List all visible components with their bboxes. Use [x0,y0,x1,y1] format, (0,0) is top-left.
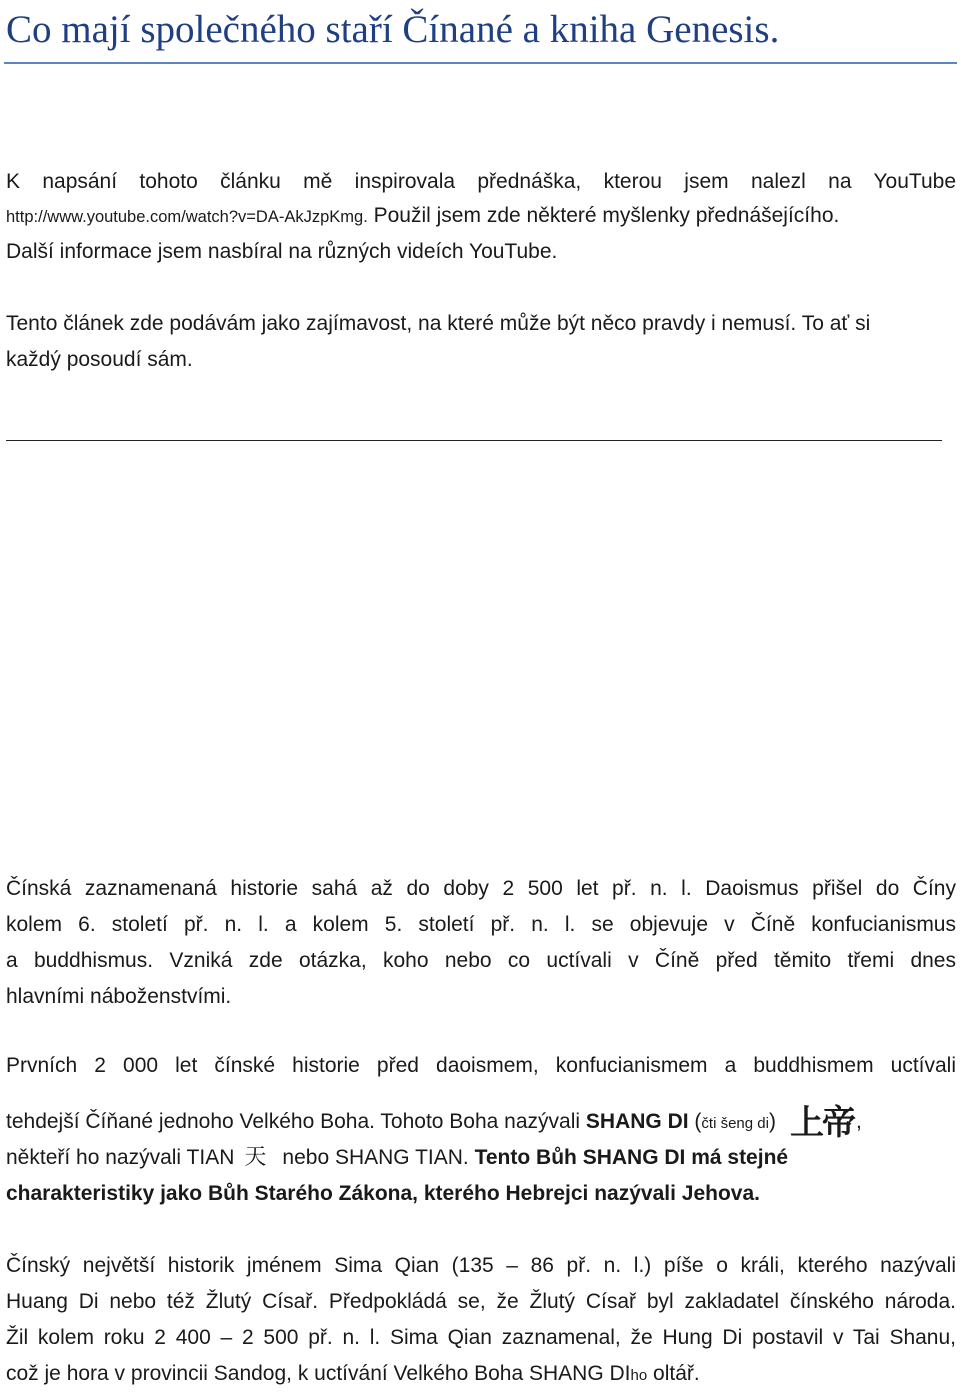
text-line: hlavními náboženstvími. [6,985,232,1008]
text-line: Huang Di nebo též Žlutý Císař. Předpokládá se, že Žlutý Císař byl zakladatel čínského národa. [6,1290,956,1313]
text-line: charakteristiky jako Bůh Starého Zákona, kterého Hebrejci nazývali Jehova. [6,1182,760,1205]
text-line: Prvních 2 000 let čínské historie před daoismem, konfucianismem a buddhismem uctívali [6,1054,956,1077]
text-line: Tento článek zde podávám jako zajímavost, na které může být něco pravdy i nemusí. To ať si [6,312,871,335]
text-line [6,1140,956,1176]
bold-statement: Tento Bůh SHANG DI má stejné [474,1146,789,1169]
text-fragment: Použil jsem zde některé myšlenky přednášejícího. [367,204,840,227]
text-fragment: což je hora v provincii Sandog, k uctívání Velkého Boha SHANG DI [6,1362,631,1385]
text-line: Čínský největší historik jménem Sima Qian (135 – 86 př. n. l.) píše o králi, kterého nazývali [6,1254,956,1277]
text-fragment: , [855,1110,862,1133]
text-fragment: ) [768,1110,776,1133]
text-line: Další informace jsem nasbíral na různých videích YouTube. [6,240,558,263]
shangdi-characters-image: 上帝 [789,1103,854,1143]
text-line: každý posoudí sám. [6,348,193,371]
title-underline [4,62,957,64]
text-line [6,1103,956,1143]
pronunciation-note: čti šeng di [701,1115,769,1132]
text-line: a buddhismus. Vzniká zde otázka, koho nebo co uctívali v Číně před těmito třemi dnes [6,949,956,972]
page-title: Co mají společného staří Čínané a kniha Genesis. [6,8,780,51]
text-line [6,198,956,234]
shangdi-name: SHANG DI [585,1110,689,1133]
text-line: K napsání tohoto článku mě inspirovala přednáška, kterou jsem nalezl na YouTube [6,170,956,193]
history-paragraph [6,871,956,1015]
huangdi-paragraph [6,1248,956,1392]
disclaimer-paragraph [6,306,956,378]
text-fragment: ho [630,1367,648,1384]
shangdi-paragraph [6,1048,956,1212]
text-fragment: tehdejší Číňané jednoho Velkého Boha. Tohoto Boha nazývali [6,1110,586,1133]
tian-character-image: 天 [244,1145,265,1170]
text-fragment: ( [688,1110,702,1133]
text-line: kolem 6. století př. n. l. a kolem 5. století př. n. l. se objevuje v Číně konfucianismus [6,913,956,936]
text-fragment: nebo SHANG TIAN. [282,1146,475,1169]
text-fragment: někteří ho nazývali TIAN [6,1146,235,1169]
separator-line [6,440,942,441]
text-line: Žil kolem roku 2 400 – 2 500 př. n. l. Sima Qian zaznamenal, že Hung Di postavil v Tai Shanu, [6,1326,956,1349]
intro-paragraph [6,164,956,270]
text-line: Čínská zaznamenaná historie sahá až do doby 2 500 let př. n. l. Daoismus přišel do Číny [6,877,956,900]
text-fragment: oltář. [647,1362,700,1385]
youtube-link[interactable]: http://www.youtube.com/watch?v=DA-AkJzpKmg. [6,208,368,226]
